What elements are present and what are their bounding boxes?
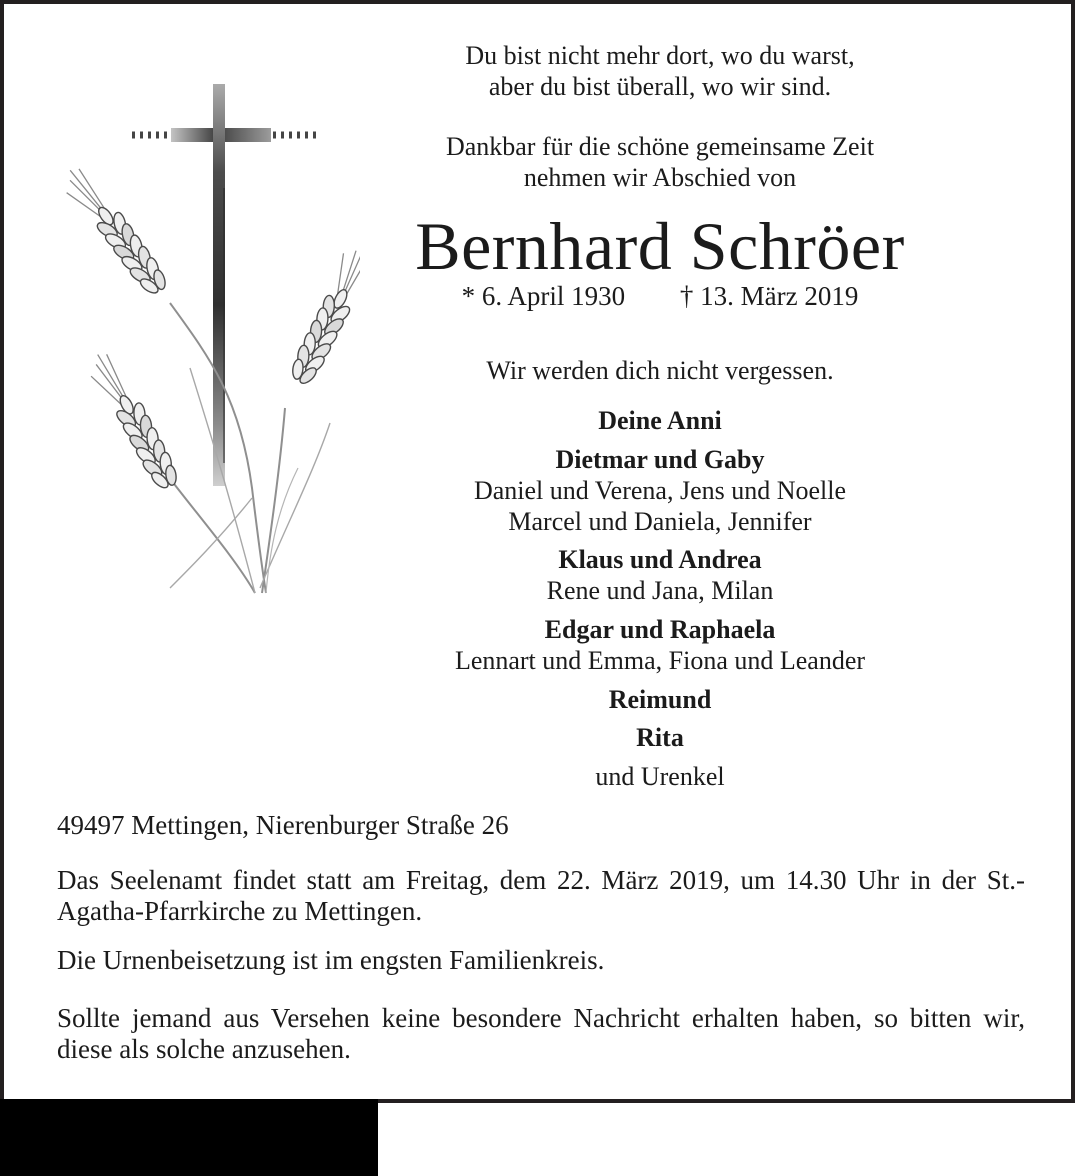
service-paragraph: Das Seelenamt findet statt am Freitag, dem 22. März 2019, um 14.30 Uhr in der St.-Agatha-Pfarrkirche zu Mettingen. xyxy=(57,865,1025,926)
condolence-quote-line-1: Du bist nicht mehr dort, wo du warst, xyxy=(465,41,855,70)
mourner-line: und Urenkel xyxy=(595,762,725,791)
closing-paragraph: Sollte jemand aus Versehen keine besondere Nachricht erhalten haben, so bitten wir, diese als solche anzusehen. xyxy=(57,1003,1025,1064)
remembrance-line: Wir werden dich nicht vergessen. xyxy=(486,356,834,385)
redaction-bar xyxy=(0,1099,378,1176)
mourner-line: Rene und Jana, Milan xyxy=(546,576,774,605)
mourner-line: Lennart und Emma, Fiona und Leander xyxy=(454,646,866,675)
mourner-line: Dietmar und Gaby xyxy=(555,445,765,474)
mourner-line: Marcel und Daniela, Jennifer xyxy=(508,507,812,536)
mourner-line: Edgar und Raphaela xyxy=(544,615,776,644)
address-line: 49497 Mettingen, Nierenburger Straße 26 xyxy=(57,810,509,840)
death-date: † 13. März 2019 xyxy=(679,281,859,311)
deceased-name: Bernhard Schröer xyxy=(415,208,905,284)
mourner-line: Daniel und Verena, Jens und Noelle xyxy=(473,476,847,505)
birth-date: * 6. April 1930 xyxy=(461,281,626,311)
mourner-line: Rita xyxy=(636,723,684,752)
farewell-intro-line-2: nehmen wir Abschied von xyxy=(523,163,797,192)
mourner-line: Klaus und Andrea xyxy=(558,545,762,574)
mourner-line: Reimund xyxy=(608,685,712,714)
mourner-line: Deine Anni xyxy=(598,406,722,435)
farewell-intro-line-1: Dankbar für die schöne gemeinsame Zeit xyxy=(445,132,875,161)
burial-paragraph: Die Urnenbeisetzung ist im engsten Familienkreis. xyxy=(57,945,605,975)
condolence-quote-line-2: aber du bist überall, wo wir sind. xyxy=(488,72,832,101)
life-dates xyxy=(285,281,1035,312)
memorial-text-column xyxy=(285,40,1035,792)
